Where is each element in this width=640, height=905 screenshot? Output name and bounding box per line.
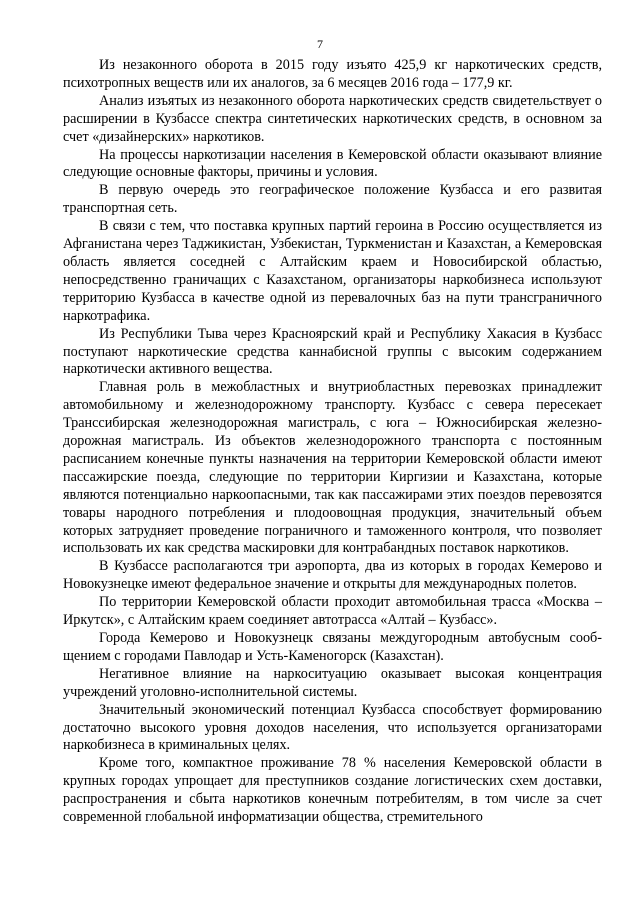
page-number: 7 — [317, 37, 323, 51]
paragraph-cannabis-routes: Из Республики Тыва через Красноярский край и Республику Хакасия в Кузбасс поступают наркотические средства каннабисной группы с высоким содержанием наркотически активного вещества. — [63, 325, 602, 378]
paragraph-bus-connections: Города Кемерово и Новокузнецк связаны междугородным автобусным сообщением с городами Павлодар и Усть-Каменогорск (Казахстан). — [63, 630, 602, 664]
paragraph-seizure-statistics: Из незаконного оборота в 2015 году изъято 425,9 кг наркотических средств, психотропных веществ или их аналогов, за 6 месяцев 2016 года – 177,9 кг. — [63, 57, 602, 91]
paragraph-rail-transport: Главная роль в межобластных и внутриобластных перевозках принадлежит автомобильному и железнодорожному транспорту. Кузбасс с севера пересекает Транссибирская железнодорожная магистраль, с юга – Южносибирская железнодорожная магистраль. Из объектов железнодорожного транспорта с постоянным расписанием конечные пункты назначения на территории Кемеровской области имеют пассажирские поезда, следующие по территории Киргизии и Казахстана, которые являются потенциально наркоопасными, так как пассажирами этих поездов перевозятся товары народного потребления и плодоовощная продукция, значительный объем которых затрудняет проведение пограничного и таможенного контроля, что позволяет использовать их как средства маскировки для контрабандных поставок наркотиков. — [63, 379, 602, 557]
document-body — [63, 57, 602, 827]
paragraph-economic-potential: Значительный экономический потенциал Кузбасса способствует формированию достаточно высокого уровня доходов населения, что используется организаторами наркобизнеса в криминальных целях. — [63, 701, 602, 754]
paragraph-airports: В Кузбассе располагаются три аэропорта, два из которых в городах Кемерово и Новокузнецке имеют федеральное значение и открыты для международных полетов. — [63, 558, 602, 593]
paragraph-penal-institutions: Негативное влияние на наркоситуацию оказывает высокая концентрация учреждений уголовно-исполнительной системы. — [63, 665, 602, 700]
paragraph-geographic-position: В первую очередь это географическое положение Кузбасса и его развитая транспортная сеть. — [63, 182, 602, 217]
paragraph-highways: По территории Кемеровской области проходит автомобильная трасса «Москва – Иркутск», с Алтайским краем соединяет автотрасса «Алтай – Кузбасс». — [63, 594, 602, 629]
paragraph-heroin-transit: В связи с тем, что поставка крупных партий героина в Россию осуществляется из Афганистана через Таджикистан, Узбекистан, Туркменистан и Казахстан, а Кемеровская область является соседней с Алтайским краем и Новосибирской областью, непосредственно граничащих с Казахстаном, организаторы наркобизнеса используют территорию Кузбасса в качестве одной из перевалочных баз на пути трансграничного наркотрафика. — [63, 218, 602, 324]
paragraph-narcotization-factors: На процессы наркотизации населения в Кемеровской области оказывают влияние следующие основные факторы, причины и условия. — [63, 146, 602, 181]
paragraph-urban-population: Кроме того, компактное проживание 78 % населения Кемеровской области в крупных городах упрощает для преступников создание логистических схем доставки, распространения и сбыта наркотиков конечным потребителям, в том числе за счет современной глобальной информатизации общества, стремительного — [63, 755, 602, 826]
paragraph-synthetic-drugs-analysis: Анализ изъятых из незаконного оборота наркотических средств свидетельствует о расширении в Кузбассе спектра синтетических наркотических средств, в основном за счет «дизайнерских» наркотиков. — [63, 92, 602, 145]
